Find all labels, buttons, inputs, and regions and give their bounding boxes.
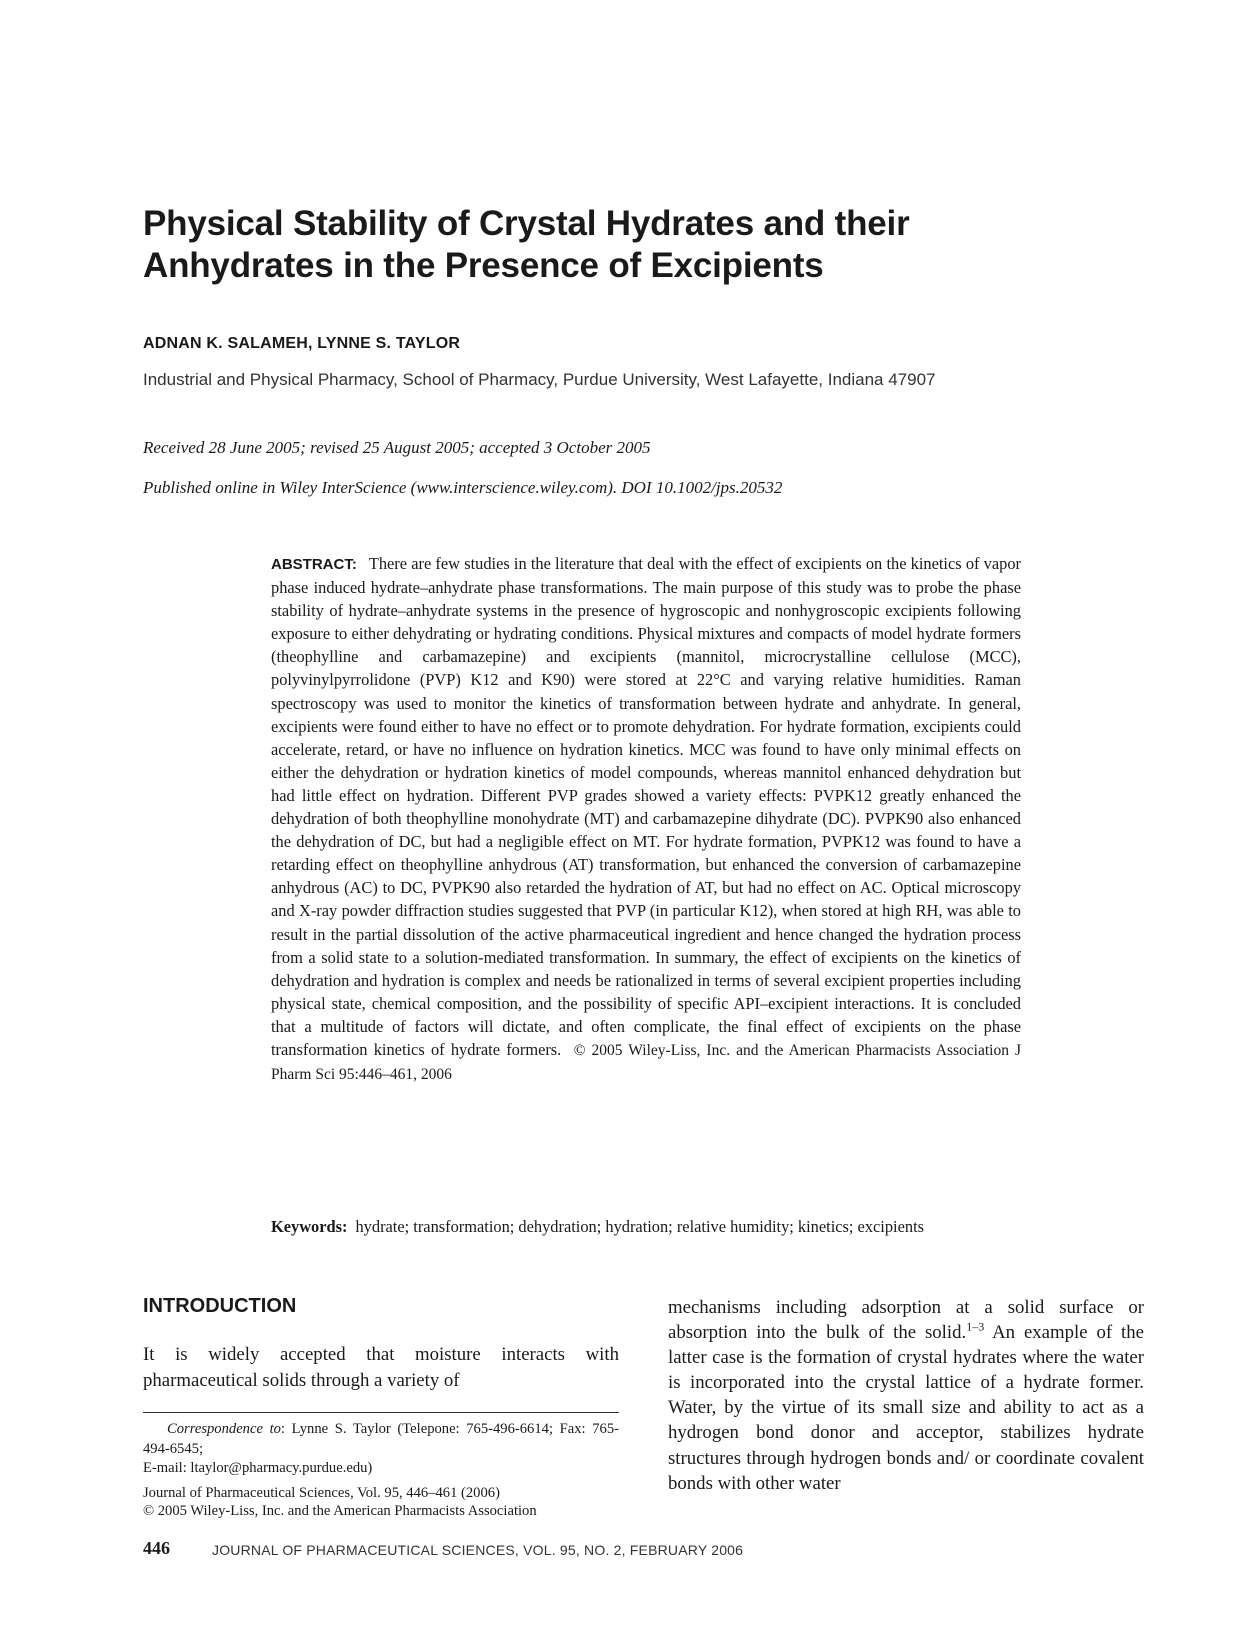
footnote-divider [143, 1412, 619, 1413]
intro-right-text-a: mechanisms including adsorption at a solid surface or absorption into the bulk of the solid. [668, 1297, 1144, 1344]
correspondence-footnote [143, 1420, 619, 1479]
title-line-2: Anhydrates in the Presence of Excipients [143, 246, 824, 285]
publication-info: Published online in Wiley InterScience (www.interscience.wiley.com). DOI 10.1002/jps.20532 [143, 478, 783, 497]
received-dates: Received 28 June 2005; revised 25 August 2005; accepted 3 October 2005 [143, 438, 651, 457]
keywords-text: hydrate; transformation; dehydration; hydration; relative humidity; kinetics; excipients [355, 1217, 925, 1236]
intro-right-column [668, 1295, 1144, 1496]
abstract-text: There are few studies in the literature that deal with the effect of excipients on the kinetics of vapor phase induced hydrate–anhydrate phase transformations. The main purpose of this study was to probe the phase stability of hydrate–anhydrate systems in the presence of hygroscopic and nonhygroscopic excipients following exposure to either dehydrating or hydrating conditions. Physical mixtures and compacts of model hydrate formers (theophylline and carbamazepine) and excipients (mannitol, microcrystalline cellulose (MCC), polyvinylpyrrolidone (PVP) K12 and K90) were stored at 22°C and varying relative humidities. Raman spectroscopy was used to monitor the kinetics of transformation between hydrate and anhydrate. In general, excipients were found either to have no effect or to promote dehydration. For hydrate formation, excipients could accelerate, retard, or have no influence on hydration kinetics. MCC was found to have only minimal effects on either the dehydration or hydration kinetics of model compounds, whereas mannitol enhanced dehydration but had little effect on hydration. Different PVP grades showed a variety effects: PVPK12 greatly enhanced the dehydration of both theophylline monohydrate (MT) and carbamazepine dihydrate (DC). PVPK90 also enhanced the dehydration of DC, but had a negligible effect on MT. For hydrate formation, PVPK12 was found to have a retarding effect on theophylline anhydrous (AT) transformation, but enhanced the conversion of carbamazepine anhydrous (AC) to DC, PVPK90 also retarded the hydration of AT, but had no effect on AC. Optical microscopy and X-ray powder diffraction studies suggested that PVP (in particular K12), when stored at high RH, was able to result in the partial dissolution of the active pharmaceutical ingredient and hence changed the hydration process from a solid state to a solution-mediated transformation. In summary, the effect of excipients on the kinetics of dehydration and hydration is complex and needs be rationalized in terms of several excipient properties including physical state, chemical composition, and the possibility of specific API–excipient interactions. It is concluded that a multitude of factors will dictate, and often complicate, the final effect of excipients on the phase transformation kinetics of hydrate formers. [271, 554, 1021, 1059]
intro-left-column: It is widely accepted that moisture interacts with pharmaceutical solids through a variety of [143, 1344, 619, 1391]
authors: ADNAN K. SALAMEH, LYNNE S. TAYLOR [143, 335, 461, 352]
journal-citation [143, 1484, 619, 1520]
keywords-label: Keywords: [271, 1217, 348, 1236]
section-heading-introduction: INTRODUCTION [143, 1295, 297, 1317]
intro-right-text-b: An example of the latter case is the formation of crystal hydrates where the water is incorporated into the crystal lattice of a hydrate former. Water, by the virtue of its small size and ability to act as a hydrogen bond donor and acceptor, stabilizes hydrate structures through hydrogen bonds and/ or coordinate covalent bonds with other water [668, 1322, 1144, 1494]
citation-reference: 1–3 [966, 1319, 985, 1334]
correspondence-text: : Lynne S. Taylor (Telepone: 765-496-6614; Fax: 765-494-6545; [143, 1421, 619, 1457]
copyright-line: © 2005 Wiley-Liss, Inc. and the American Pharmacists Association [143, 1503, 537, 1519]
running-footer: JOURNAL OF PHARMACEUTICAL SCIENCES, VOL. 95, NO. 2, FEBRUARY 2006 [212, 1542, 744, 1558]
article-title [143, 203, 1043, 287]
correspondence-email: E-mail: ltaylor@pharmacy.purdue.edu) [143, 1460, 373, 1476]
journal-line: Journal of Pharmaceutical Sciences, Vol. 95, 446–461 (2006) [143, 1485, 500, 1501]
correspondence-label: Correspondence to [167, 1421, 281, 1437]
keywords [271, 1215, 1021, 1238]
title-line-1: Physical Stability of Crystal Hydrates and their [143, 204, 910, 243]
page-number: 446 [143, 1538, 170, 1558]
affiliation: Industrial and Physical Pharmacy, School of Pharmacy, Purdue University, West Lafayette, Indiana 47907 [143, 370, 936, 389]
abstract-copyright: © 2005 Wiley-Liss, Inc. and the American Pharmacists Association J Pharm Sci 95:446–461, 2006 [271, 1041, 1021, 1084]
abstract [271, 552, 1021, 1086]
abstract-label: ABSTRACT: [271, 556, 357, 573]
